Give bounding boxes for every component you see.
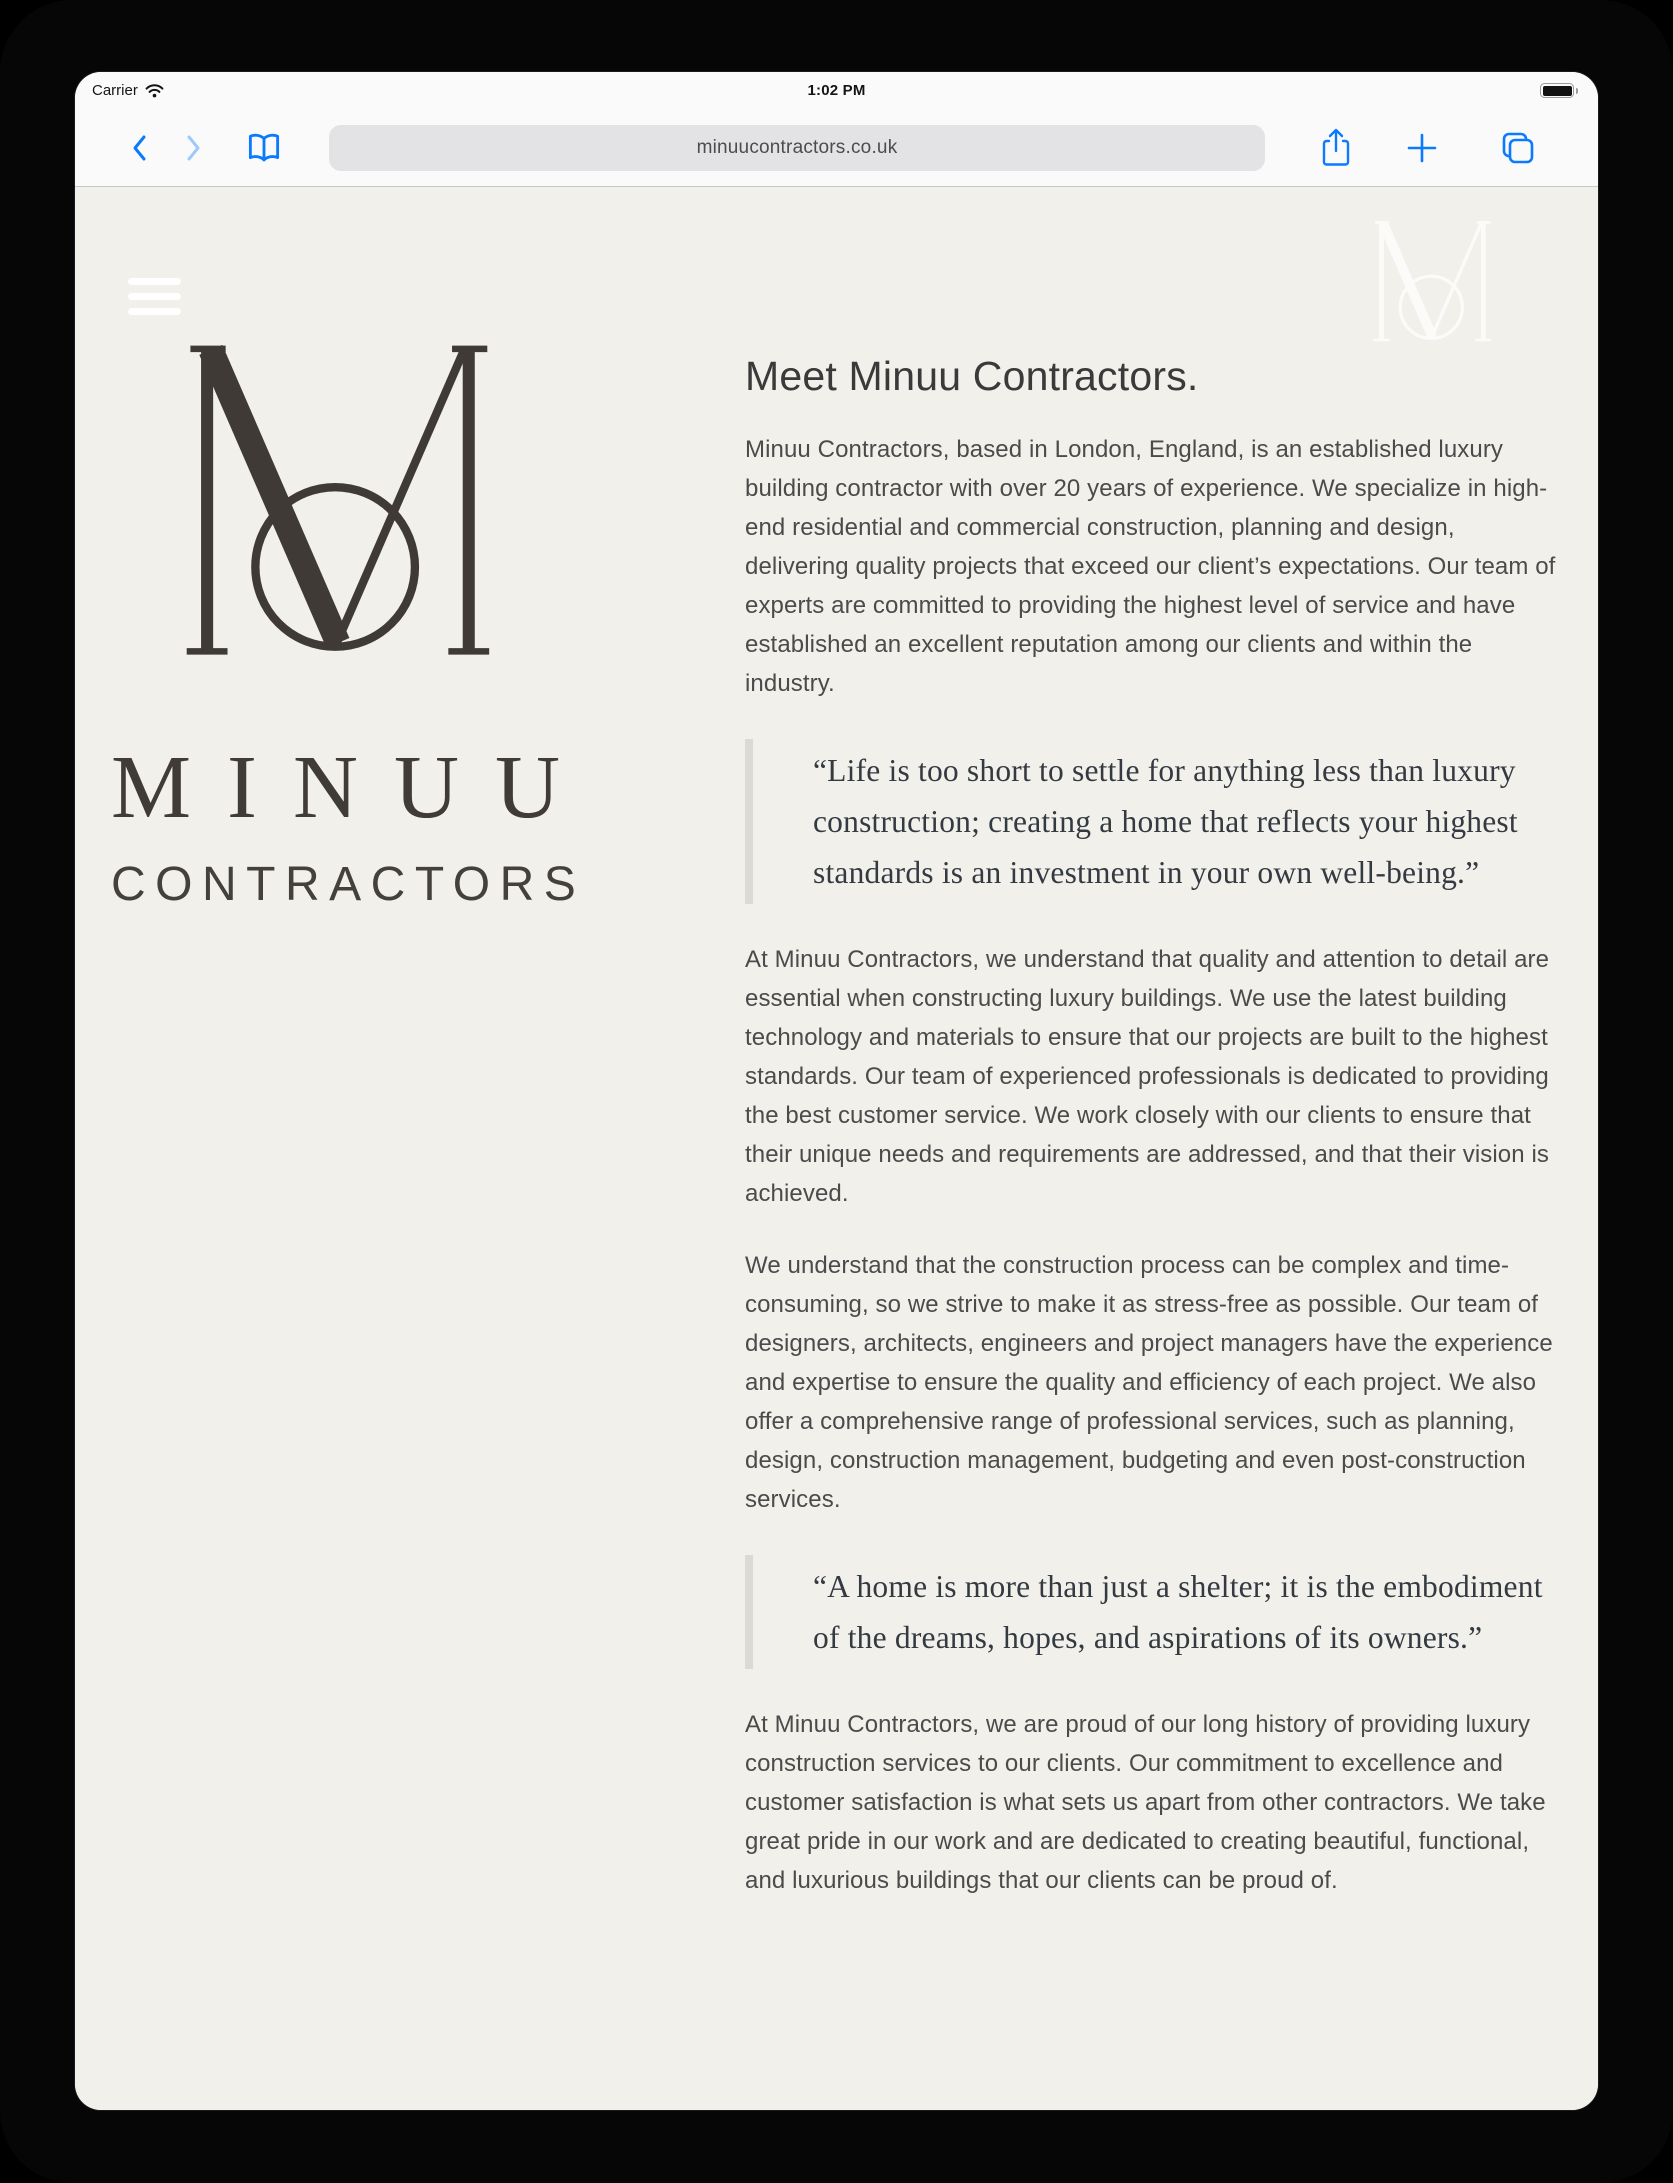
menu-button[interactable]	[128, 278, 181, 315]
tabs-button[interactable]	[1493, 110, 1543, 186]
clock: 1:02 PM	[807, 82, 866, 99]
browser-screen	[75, 72, 1598, 2110]
monogram-logo[interactable]	[170, 335, 504, 665]
back-button[interactable]	[121, 110, 157, 186]
body-paragraph-3: We understand that the construction process can be complex and time-consuming, so we strive to make it as stress-free as possible. Our team of designers, architects, engineers and project managers have the experience and expertise to ensure the quality and efficiency of each project. We also offer a comprehensive range of professional services, such as planning, design, construction management, budgeting and even post-construction services.	[745, 1252, 1553, 1514]
address-bar-url: minuucontractors.co.uk	[696, 137, 898, 158]
tabs-icon	[1500, 130, 1536, 166]
brand-name: MINUU	[111, 738, 596, 837]
battery-icon	[1540, 83, 1574, 98]
share-icon	[1319, 127, 1353, 169]
new-tab-button[interactable]	[1399, 110, 1445, 186]
closing-paragraph: At Minuu Contractors, we are proud of our long history of providing luxury construction services to our clients. Our commitment to excellence and customer satisfaction is what sets us apart from other contractors. We take great pride in our work and are dedicated to creating beautiful, functional, and luxurious buildings that our clients can be proud of.	[745, 1711, 1546, 1895]
bookmarks-icon	[246, 132, 282, 164]
forward-button[interactable]	[175, 110, 211, 186]
browser-toolbar	[75, 110, 1598, 187]
webpage	[75, 187, 1598, 2110]
page-title: Meet Minuu Contractors.	[745, 353, 1199, 399]
forward-icon	[185, 134, 202, 162]
pull-quote-2: “A home is more than just a shelter; it is the embodiment of the dreams, hopes, and aspirations of its owners.”	[745, 1555, 1565, 1669]
intro-paragraph: Minuu Contractors, based in London, England, is an established luxury building contractor with over 20 years of experience. We specialize in high-end residential and commercial construction, planning and design, delivering quality projects that exceed our client’s expectations. Our team of experts are committed to providing the highest level of service and have established an excellent reputation among our clients and within the industry.	[745, 436, 1556, 698]
status-bar	[75, 72, 1598, 110]
share-button[interactable]	[1313, 110, 1359, 186]
back-icon	[131, 134, 148, 162]
new-tab-icon	[1406, 132, 1438, 164]
brand-wordmark[interactable]	[111, 738, 671, 911]
carrier-label: Carrier	[92, 82, 138, 99]
menu-icon	[128, 278, 181, 315]
article	[745, 187, 1565, 1933]
address-bar[interactable]	[329, 125, 1265, 171]
pull-quote-1: “Life is too short to settle for anything less than luxury construction; creating a home that reflects your highest standards is an investment in your own well-being.”	[745, 739, 1565, 904]
brand-subtitle: CONTRACTORS	[111, 858, 586, 911]
body-paragraph-2: At Minuu Contractors, we understand that quality and attention to detail are essential when constructing luxury buildings. We use the latest building technology and materials to ensure that our projects are built to the highest standards. Our team of experienced professionals is dedicated to providing the best customer service. We work closely with our clients to ensure that their unique needs and requirements are addressed, and that their vision is achieved.	[745, 946, 1550, 1208]
bookmarks-button[interactable]	[241, 110, 287, 186]
